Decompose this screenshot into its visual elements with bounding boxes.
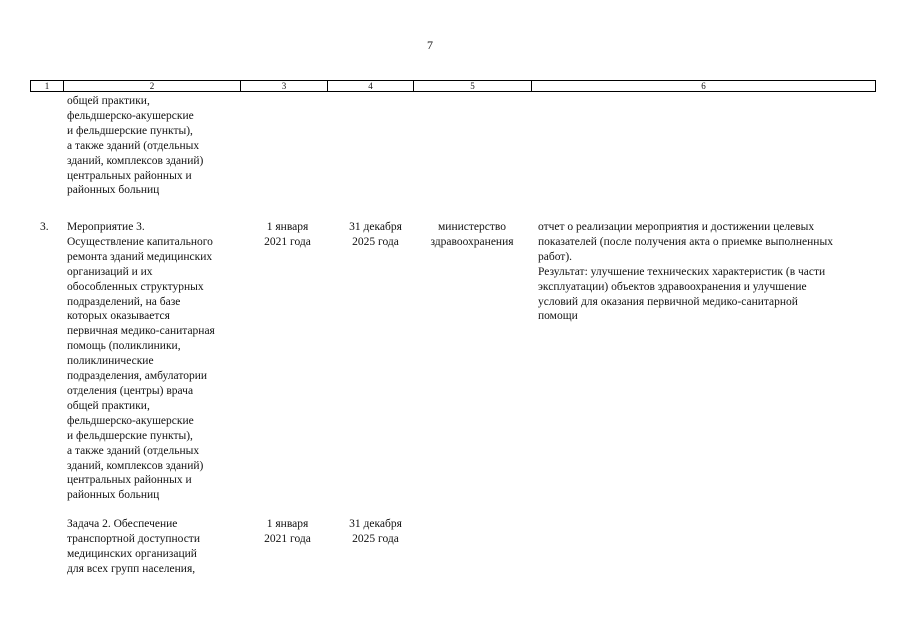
text-line: центральных районных и xyxy=(67,474,192,487)
text-line: транспортной доступности xyxy=(67,532,200,545)
text-line: а также зданий (отдельных xyxy=(67,139,200,152)
text-line: 31 декабря xyxy=(349,518,402,530)
text-line: Задача 2. Обеспечение xyxy=(67,518,178,530)
header-cell-6: 6 xyxy=(701,81,706,91)
text-line: здравоохранения xyxy=(430,235,514,248)
text-line: медицинских организаций xyxy=(67,547,197,560)
text-line: Мероприятие 3. xyxy=(67,221,145,233)
task-2-end-date xyxy=(328,517,423,547)
text-line: работ). xyxy=(538,250,573,263)
header-cell-2: 2 xyxy=(64,81,241,91)
header-cell-4: 4 xyxy=(328,81,414,91)
row-3-description xyxy=(67,220,215,503)
table-header-row xyxy=(30,80,876,92)
text-line: 2021 года xyxy=(264,235,311,248)
text-line: 1 января xyxy=(266,518,309,530)
text-line: помощи xyxy=(538,310,578,323)
header-cell-3: 3 xyxy=(241,81,328,91)
text-line: 1 января xyxy=(266,221,309,233)
task-2-start-date xyxy=(240,517,335,547)
text-line: отчет о реализации мероприятия и достижении целевых xyxy=(538,221,815,233)
header-cell-1: 1 xyxy=(31,81,64,91)
text-line: отделения (центры) врача xyxy=(67,384,194,397)
text-line: и фельдшерские пункты), xyxy=(67,124,193,137)
text-line: зданий, комплексов зданий) xyxy=(67,459,204,472)
task-2-description xyxy=(67,517,200,577)
row-3-end-date xyxy=(328,220,423,250)
text-line: а также зданий (отдельных xyxy=(67,444,200,457)
text-line: поликлинические xyxy=(67,355,154,368)
text-line: фельдшерско-акушерские xyxy=(67,414,194,427)
text-line: зданий, комплексов зданий) xyxy=(67,154,204,167)
text-line: общей практики, xyxy=(67,399,150,412)
row-3-start-date xyxy=(240,220,335,250)
text-line: районных больниц xyxy=(67,489,160,502)
text-line: которых оказывается xyxy=(67,310,170,323)
text-line: эксплуатации) объектов здравоохранения и улучшение xyxy=(538,280,807,293)
text-line: 2021 года xyxy=(264,532,311,545)
text-line: условий для оказания первичной медико-санитарной xyxy=(538,295,798,308)
text-line: помощь (поликлиники, xyxy=(67,340,181,353)
text-line: и фельдшерские пункты), xyxy=(67,429,193,442)
text-line: для всех групп населения, xyxy=(67,562,196,575)
text-line: общей практики, xyxy=(67,95,150,107)
header-cell-5: 5 xyxy=(414,81,532,91)
text-line: районных больниц xyxy=(67,184,160,197)
continuation-description xyxy=(67,94,203,198)
text-line: организаций и их xyxy=(67,265,153,278)
text-line: подразделения, амбулатории xyxy=(67,370,208,383)
text-line: министерство xyxy=(438,221,506,233)
text-line: ремонта зданий медицинских xyxy=(67,250,213,263)
text-line: Результат: улучшение технических характеристик (в части xyxy=(538,265,826,278)
text-line: Осуществление капитального xyxy=(67,235,213,248)
page-number: 7 xyxy=(427,38,433,52)
row-3-number: 3. xyxy=(40,221,49,233)
row-3-executor xyxy=(412,220,532,250)
text-line: фельдшерско-акушерские xyxy=(67,109,194,122)
row-3-result xyxy=(538,220,833,324)
text-line: центральных районных и xyxy=(67,169,192,182)
text-line: 31 декабря xyxy=(349,221,402,233)
text-line: подразделений, на базе xyxy=(67,295,181,308)
text-line: обособленных структурных xyxy=(67,280,204,293)
text-line: первичная медико-санитарная xyxy=(67,325,215,338)
text-line: 2025 года xyxy=(352,235,399,248)
text-line: показателей (после получения акта о приемке выполненных xyxy=(538,235,833,248)
text-line: 2025 года xyxy=(352,532,399,545)
